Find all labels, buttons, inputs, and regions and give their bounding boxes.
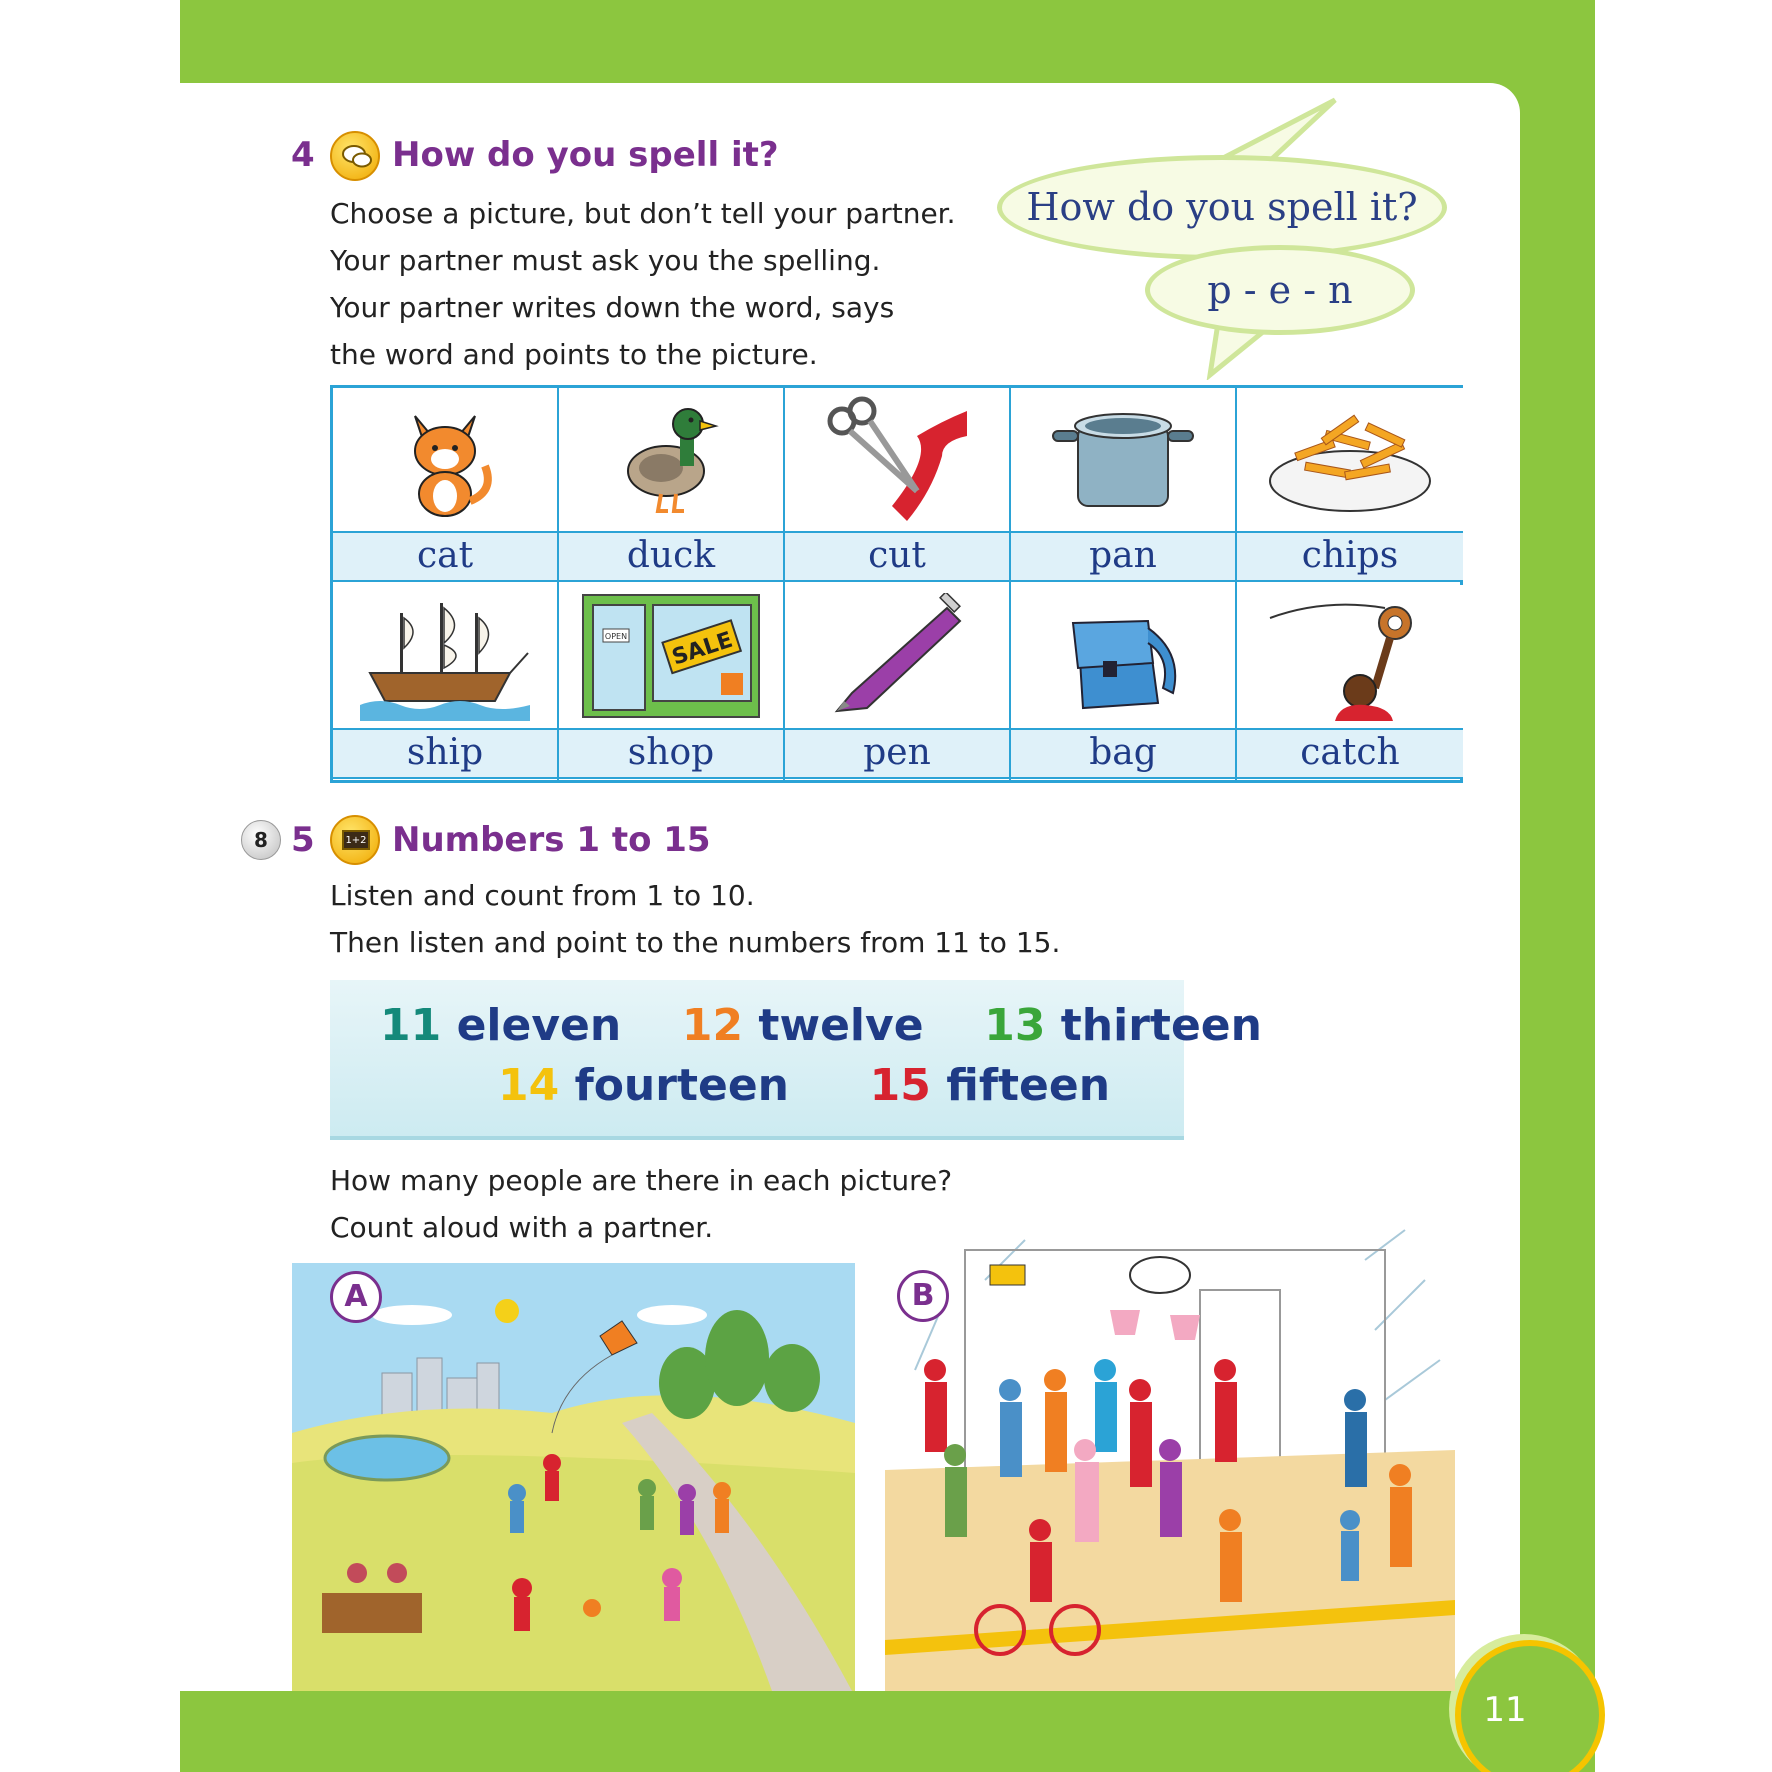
number-word: twelve [758, 1000, 924, 1051]
grid-cell-bag[interactable] [1011, 585, 1237, 782]
question-bubble: How do you spell it? [997, 155, 1447, 260]
number-digit: 13 [984, 1000, 1046, 1051]
instruction-line: Listen and count from 1 to 10. [330, 879, 755, 912]
people-question [330, 1157, 952, 1251]
instruction-line: Choose a picture, but don’t tell your partner. [330, 197, 956, 230]
ship-icon [360, 593, 530, 723]
word-label: shop [559, 728, 783, 779]
section-5-instructions [330, 872, 1060, 966]
word-label: cut [785, 531, 1009, 582]
word-label: chips [1237, 531, 1463, 582]
number-word: eleven [456, 1000, 622, 1051]
word-label: catch [1237, 728, 1463, 779]
grid-cell-cat[interactable] [333, 388, 559, 585]
page-number: 11 [1483, 1690, 1527, 1730]
pen-icon [822, 593, 972, 721]
number-digit: 11 [380, 1000, 442, 1051]
section-5-number: 5 [291, 820, 315, 860]
section-5-title: Numbers 1 to 15 [392, 820, 711, 860]
number-board-text: 1+2 [342, 830, 370, 850]
number-word: thirteen [1060, 1000, 1262, 1051]
scissors-icon [822, 396, 972, 521]
cat-icon [390, 396, 500, 521]
instruction-line: Then listen and point to the numbers from 11 to 15. [330, 926, 1061, 959]
duck-icon [616, 396, 726, 521]
park-illustration [292, 1263, 855, 1691]
street-illustration [885, 1220, 1455, 1691]
grid-cell-duck[interactable] [559, 388, 785, 585]
section-4-number: 4 [291, 135, 315, 175]
numbers-row-1 [380, 1000, 1262, 1051]
numbers-row-2 [498, 1060, 1110, 1111]
word-label: bag [1011, 728, 1235, 779]
scene-a-park[interactable] [292, 1263, 855, 1691]
instruction-line: How many people are there in each picture? [330, 1164, 953, 1197]
grid-cell-ship[interactable] [333, 585, 559, 782]
catch-icon [1265, 593, 1435, 721]
number-digit: 15 [869, 1060, 931, 1111]
scene-a-label: A [330, 1271, 382, 1323]
grid-cell-pen[interactable] [785, 585, 1011, 782]
grid-cell-shop[interactable] [559, 585, 785, 782]
word-label: cat [333, 531, 557, 582]
scene-b-label: B [897, 1270, 949, 1322]
instruction-line: Your partner writes down the word, says [330, 291, 895, 324]
instruction-line: Count aloud with a partner. [330, 1211, 714, 1244]
shop-icon [581, 593, 761, 721]
grid-cell-chips[interactable] [1237, 388, 1463, 585]
bag-icon [1053, 593, 1193, 721]
word-label: pen [785, 728, 1009, 779]
word-label: ship [333, 728, 557, 779]
instruction-line: the word and points to the picture. [330, 338, 818, 371]
scene-b-street[interactable] [885, 1220, 1455, 1691]
number-digit: 14 [498, 1060, 560, 1111]
word-label: pan [1011, 531, 1235, 582]
numbers-box [330, 980, 1262, 1136]
grid-cell-pan[interactable] [1011, 388, 1237, 585]
pan-icon [1048, 396, 1198, 521]
cd-track-badge[interactable]: 8 [241, 820, 281, 860]
instruction-line: Your partner must ask you the spelling. [330, 244, 881, 277]
number-board-icon [330, 815, 380, 865]
sale-sign-text: SALE [669, 627, 736, 671]
open-sign-text: OPEN [604, 632, 628, 641]
speech-bubbles-icon [330, 131, 380, 181]
grid-cell-catch[interactable] [1237, 585, 1463, 782]
number-word: fourteen [574, 1060, 789, 1111]
section-4-title: How do you spell it? [392, 135, 779, 175]
word-picture-grid [330, 385, 1463, 783]
number-word: fifteen [946, 1060, 1111, 1111]
answer-bubble: p - e - n [1145, 245, 1415, 335]
grid-cell-cut[interactable] [785, 388, 1011, 585]
section-4-instructions [330, 190, 956, 378]
chips-icon [1265, 396, 1435, 521]
number-digit: 12 [681, 1000, 744, 1051]
word-label: duck [559, 531, 783, 582]
